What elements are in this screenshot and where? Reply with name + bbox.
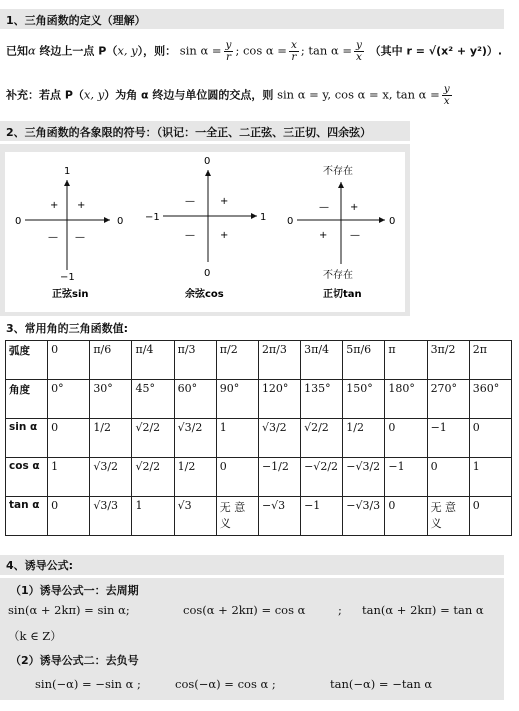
cos-right-label: 1 [260, 212, 267, 223]
degree-cell: 150° [343, 380, 385, 419]
radian-cell: 2π [469, 341, 511, 380]
cos-q1: + [220, 196, 229, 207]
sin-cell: 0 [48, 419, 90, 458]
cos-cell: 1 [469, 458, 511, 497]
tan-cell: √3/3 [90, 497, 132, 536]
cos-cell: −√2/2 [301, 458, 343, 497]
trig-values-table [5, 340, 512, 536]
section-1-title: 1、三角函数的定义（理解） [6, 14, 146, 27]
formula-2-tan: tan(−α) = −tan α [330, 677, 433, 691]
section-4-title: 4、诱导公式: [6, 559, 74, 572]
radian-cell: 2π/3 [258, 341, 300, 380]
sin-cell: 0 [469, 419, 511, 458]
sin-diagram [15, 166, 123, 300]
sin-caption: 正弦sin [52, 289, 89, 300]
sin-q2: + [50, 200, 59, 211]
sin-q3: — [48, 232, 58, 243]
table-row-degree [6, 380, 512, 419]
tan-q1: + [350, 202, 359, 213]
table-row-cos [6, 458, 512, 497]
row-header-sin: sin α [6, 419, 48, 458]
cos-cell: −√3/2 [343, 458, 385, 497]
sin-q4: — [75, 232, 85, 243]
tan-right-label: 0 [389, 216, 396, 227]
tan-caption: 正切tan [323, 289, 362, 300]
degree-cell: 360° [469, 380, 511, 419]
tan-cell: −1 [301, 497, 343, 536]
tan-q3: + [319, 230, 328, 241]
tan-left-label: 0 [287, 216, 294, 227]
radian-cell: π/2 [216, 341, 258, 380]
sin-cell: √3/2 [258, 419, 300, 458]
degree-cell: 180° [385, 380, 427, 419]
formula-1-cos: cos(α + 2kπ) = cos α [183, 603, 306, 617]
cos-top-label: 0 [204, 156, 211, 167]
tan-cell: −√3 [258, 497, 300, 536]
section-4-band [0, 555, 504, 575]
degree-cell: 60° [174, 380, 216, 419]
degree-cell: 270° [427, 380, 469, 419]
cos-cell: 1 [48, 458, 90, 497]
row-header-tan: tan α [6, 497, 48, 536]
sin-q1: + [77, 200, 86, 211]
radian-cell: π/4 [132, 341, 174, 380]
section-2-title: 2、三角函数的各象限的符号：（识记：一全正、二正弦、三正切、四余弦） [6, 126, 372, 139]
tan-cell: 无 意 义 [216, 497, 258, 536]
degree-cell: 0° [48, 380, 90, 419]
cos-q3: — [185, 230, 195, 241]
cos-cell: 0 [427, 458, 469, 497]
formula-1-title: （1）诱导公式一：去周期 [10, 584, 139, 597]
cos-cell: −1 [385, 458, 427, 497]
tan-cell: 1 [132, 497, 174, 536]
degree-cell: 30° [90, 380, 132, 419]
table-row-sin [6, 419, 512, 458]
degree-cell: 90° [216, 380, 258, 419]
formula-1-sin: sin(α + 2kπ) = sin α; [8, 603, 130, 617]
sin-cell: −1 [427, 419, 469, 458]
row-header-degree: 角度 [6, 380, 48, 419]
tan-diagram [287, 164, 395, 300]
table-row-radian [6, 341, 512, 380]
cos-cell: 1/2 [174, 458, 216, 497]
sin-bottom-label: −1 [60, 272, 75, 283]
tan-cell: 0 [385, 497, 427, 536]
quadrant-sign-diagrams [5, 152, 405, 312]
formula-2-cos: cos(−α) = cos α ; [175, 677, 276, 691]
radian-cell: π/6 [90, 341, 132, 380]
radian-cell: 5π/6 [343, 341, 385, 380]
tan-cell: 0 [48, 497, 90, 536]
cos-cell: −1/2 [258, 458, 300, 497]
tan-cell: 0 [469, 497, 511, 536]
cos-q2: — [185, 196, 195, 207]
cos-diagram [145, 156, 266, 300]
tan-bottom-label: 不存在 [323, 270, 353, 281]
sin-cell: √2/2 [132, 419, 174, 458]
formula-2-title: （2）诱导公式二：去负号 [10, 654, 139, 667]
tan-q2: — [319, 202, 329, 213]
formula-1-separator: ; [338, 603, 342, 617]
sin-cell: √2/2 [301, 419, 343, 458]
radian-cell: 0 [48, 341, 90, 380]
sin-top-label: 1 [64, 166, 71, 177]
radian-cell: π/3 [174, 341, 216, 380]
tan-top-label: 不存在 [323, 166, 353, 177]
cos-cell: √2/2 [132, 458, 174, 497]
cos-left-label: −1 [145, 212, 160, 223]
tan-cell: −√3/3 [343, 497, 385, 536]
definition-line: 已知α 终边上一点 P（x, y），则： sin α = $\frac{y}{r}$ ; cos α = $\frac{x}{r}$ ; tan α = $\frac{y}{x}$ （其中 r = √(x² + y²)）. [6, 39, 503, 64]
cos-caption: 余弦cos [185, 289, 224, 300]
cos-cell: 0 [216, 458, 258, 497]
sin-cell: √3/2 [174, 419, 216, 458]
table-row-tan [6, 497, 512, 536]
tan-cell: √3 [174, 497, 216, 536]
radian-cell: 3π/4 [301, 341, 343, 380]
tan-cell: 无 意 义 [427, 497, 469, 536]
sin-cell: 1/2 [343, 419, 385, 458]
tan-q4: — [350, 230, 360, 241]
section-3-title: 3、常用角的三角函数值: [6, 322, 129, 335]
degree-cell: 135° [301, 380, 343, 419]
sin-cell: 1/2 [90, 419, 132, 458]
sin-left-label: 0 [15, 216, 22, 227]
row-header-cos: cos α [6, 458, 48, 497]
sin-right-label: 0 [117, 216, 124, 227]
radian-cell: π [385, 341, 427, 380]
cos-cell: √3/2 [90, 458, 132, 497]
radian-cell: 3π/2 [427, 341, 469, 380]
supplement-line: 补充：若点 P（x, y）为角 α 终边与单位圆的交点，则 sin α = y, cos α = x, tan α = $\frac{y}{x}$ [6, 83, 450, 108]
formula-1-k: （k ∈ Z） [8, 629, 62, 643]
sin-cell: 0 [385, 419, 427, 458]
cos-q4: + [220, 230, 229, 241]
degree-cell: 120° [258, 380, 300, 419]
formula-1-tan: tan(α + 2kπ) = tan α [362, 603, 484, 617]
sin-cell: 1 [216, 419, 258, 458]
cos-bottom-label: 0 [204, 268, 211, 279]
degree-cell: 45° [132, 380, 174, 419]
formula-2-sin: sin(−α) = −sin α ; [35, 677, 141, 691]
row-header-radian: 弧度 [6, 341, 48, 380]
